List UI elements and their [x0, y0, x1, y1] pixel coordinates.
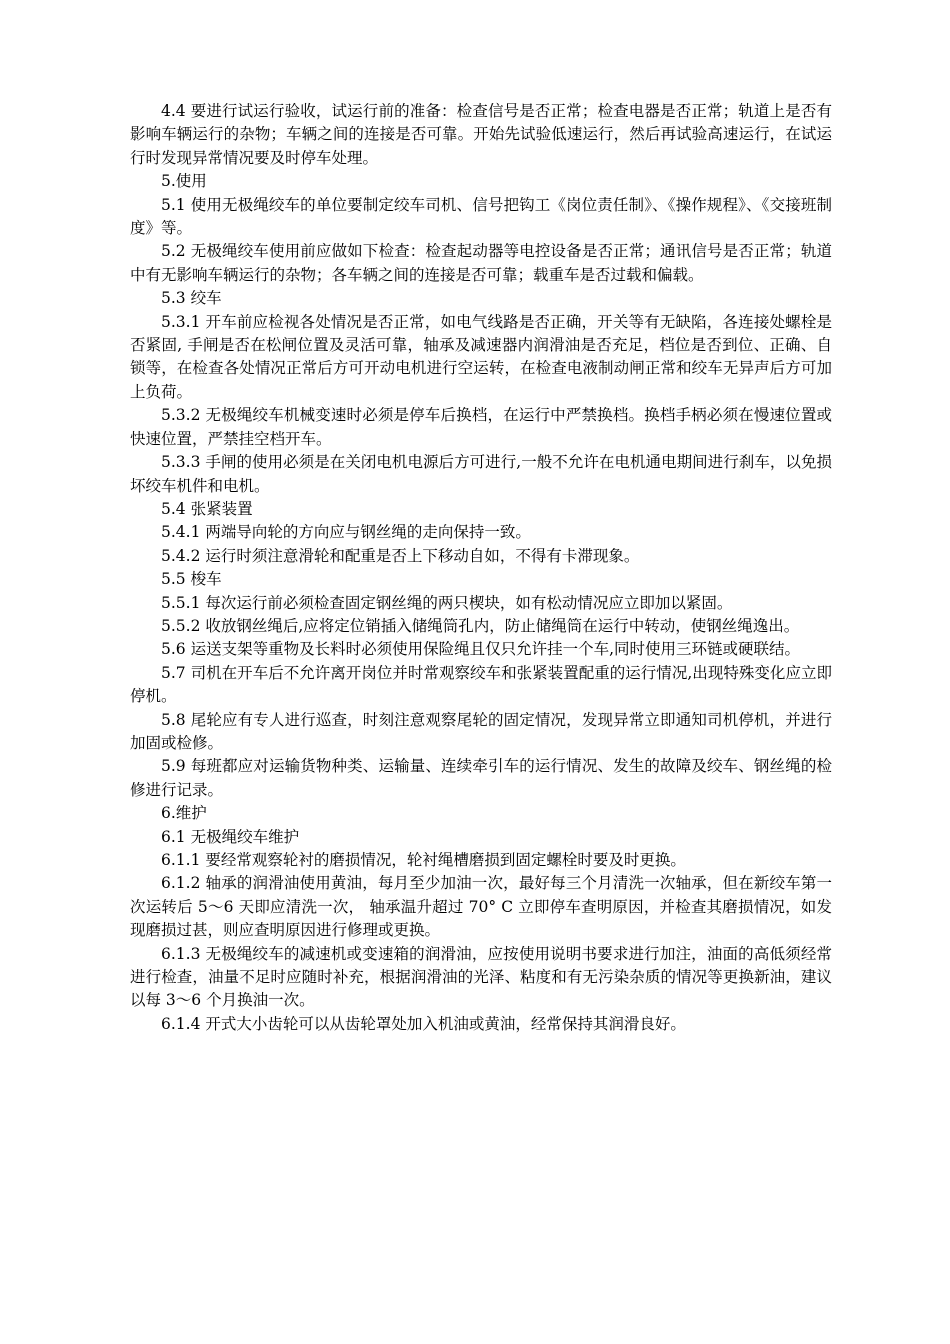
section-heading-5-3: 5.3 绞车 [161, 289, 222, 308]
section-heading-6: 6.维护 [161, 804, 207, 823]
paragraph-5-9: 5.9 每班都应对运输货物种类、运输量、连续牵引车的运行情况、发生的故障及绞车、钢丝绳的检修进行记录。 [130, 757, 832, 799]
paragraph-5-2: 5.2 无极绳绞车使用前应做如下检查：检查起动器等电控设备是否正常；通讯信号是否正常；轨道中有无影响车辆运行的杂物；各车辆之间的连接是否可靠；载重车是否过载和偏载。 [130, 242, 832, 284]
paragraph-6-1-2: 6.1.2 轴承的润滑油使用黄油，每月至少加油一次，最好每三个月清洗一次轴承，但在新绞车第一次运转后 5～6 天即应清洗一次， 轴承温升超过 70° C 立即停车查明原因，并检查其磨损情况，如发现磨损过甚，则应查明原因进行修理或更换。 [130, 874, 832, 940]
section-heading-5: 5.使用 [161, 172, 207, 191]
paragraph-5-4-2: 5.4.2 运行时须注意滑轮和配重是否上下移动自如，不得有卡滞现象。 [161, 546, 640, 565]
paragraph-5-5-1: 5.5.1 每次运行前必须检查固定钢丝绳的两只楔块，如有松动情况应立即加以紧固。 [161, 593, 733, 612]
paragraph-5-3-1: 5.3.1 开车前应检视各处情况是否正常，如电气线路是否正确，开关等有无缺陷，各连接处螺栓是否紧固, 手闸是否在松闸位置及灵活可靠，轴承及减速器内润滑油是否充足，档位是否到位、正确、自锁等，在检查各处情况正常后方可开动电机进行空运转，在检查电液制动闸正常和绞车无异声后方可加上负荷。 [130, 312, 832, 401]
paragraph-5-5-2: 5.5.2 收放钢丝绳后,应将定位销插入储绳筒孔内，防止储绳筒在运行中转动，使钢丝绳逸出。 [161, 616, 800, 635]
paragraph-6-1-4: 6.1.4 开式大小齿轮可以从齿轮罩处加入机油或黄油，经常保持其润滑良好。 [161, 1014, 686, 1033]
paragraph-5-8: 5.8 尾轮应有专人进行巡查，时刻注意观察尾轮的固定情况，发现异常立即通知司机停机，并进行加固或检修。 [130, 710, 832, 752]
document-body [130, 100, 832, 1036]
section-heading-6-1: 6.1 无极绳绞车维护 [161, 827, 300, 846]
paragraph-5-4-1: 5.4.1 两端导向轮的方向应与钢丝绳的走向保持一致。 [161, 523, 531, 542]
paragraph-5-1: 5.1 使用无极绳绞车的单位要制定绞车司机、信号把钩工《岗位责任制》、《操作规程》、《交接班制度》等。 [130, 195, 832, 238]
paragraph-6-1-3: 6.1.3 无极绳绞车的减速机或变速箱的润滑油，应按使用说明书要求进行加注，油面的高低须经常进行检查，油量不足时应随时补充，根据润滑油的光泽、粘度和有无污染杂质的情况等更换新油，建议以每 3～6 个月换油一次。 [130, 944, 832, 1010]
section-heading-5-4: 5.4 张紧装置 [161, 499, 253, 518]
paragraph-4-4: 4.4 要进行试运行验收，试运行前的准备：检查信号是否正常；检查电器是否正常；轨道上是否有影响车辆运行的杂物；车辆之间的连接是否可靠。开始先试验低速运行，然后再试验高速运行，在试运行时发现异常情况要及时停车处理。 [130, 102, 832, 167]
paragraph-5-3-2: 5.3.2 无极绳绞车机械变速时必须是停车后换档，在运行中严禁换档。换档手柄必须在慢速位置或快速位置，严禁挂空档开车。 [130, 406, 832, 448]
paragraph-5-7: 5.7 司机在开车后不允许离开岗位并时常观察绞车和张紧装置配重的运行情况,出现特殊变化应立即停机。 [130, 663, 832, 706]
paragraph-5-6: 5.6 运送支架等重物及长料时必须使用保险绳且仅只允许挂一个车,同时使用三环链或硬联结。 [161, 640, 801, 659]
paragraph-6-1-1: 6.1.1 要经常观察轮衬的磨损情况，轮衬绳槽磨损到固定螺栓时要及时更换。 [161, 851, 686, 869]
section-heading-5-5: 5.5 梭车 [161, 570, 222, 589]
paragraph-5-3-3: 5.3.3 手闸的使用必须是在关闭电机电源后方可进行,一般不允许在电机通电期间进行刹车，以免损坏绞车机件和电机。 [130, 453, 832, 495]
